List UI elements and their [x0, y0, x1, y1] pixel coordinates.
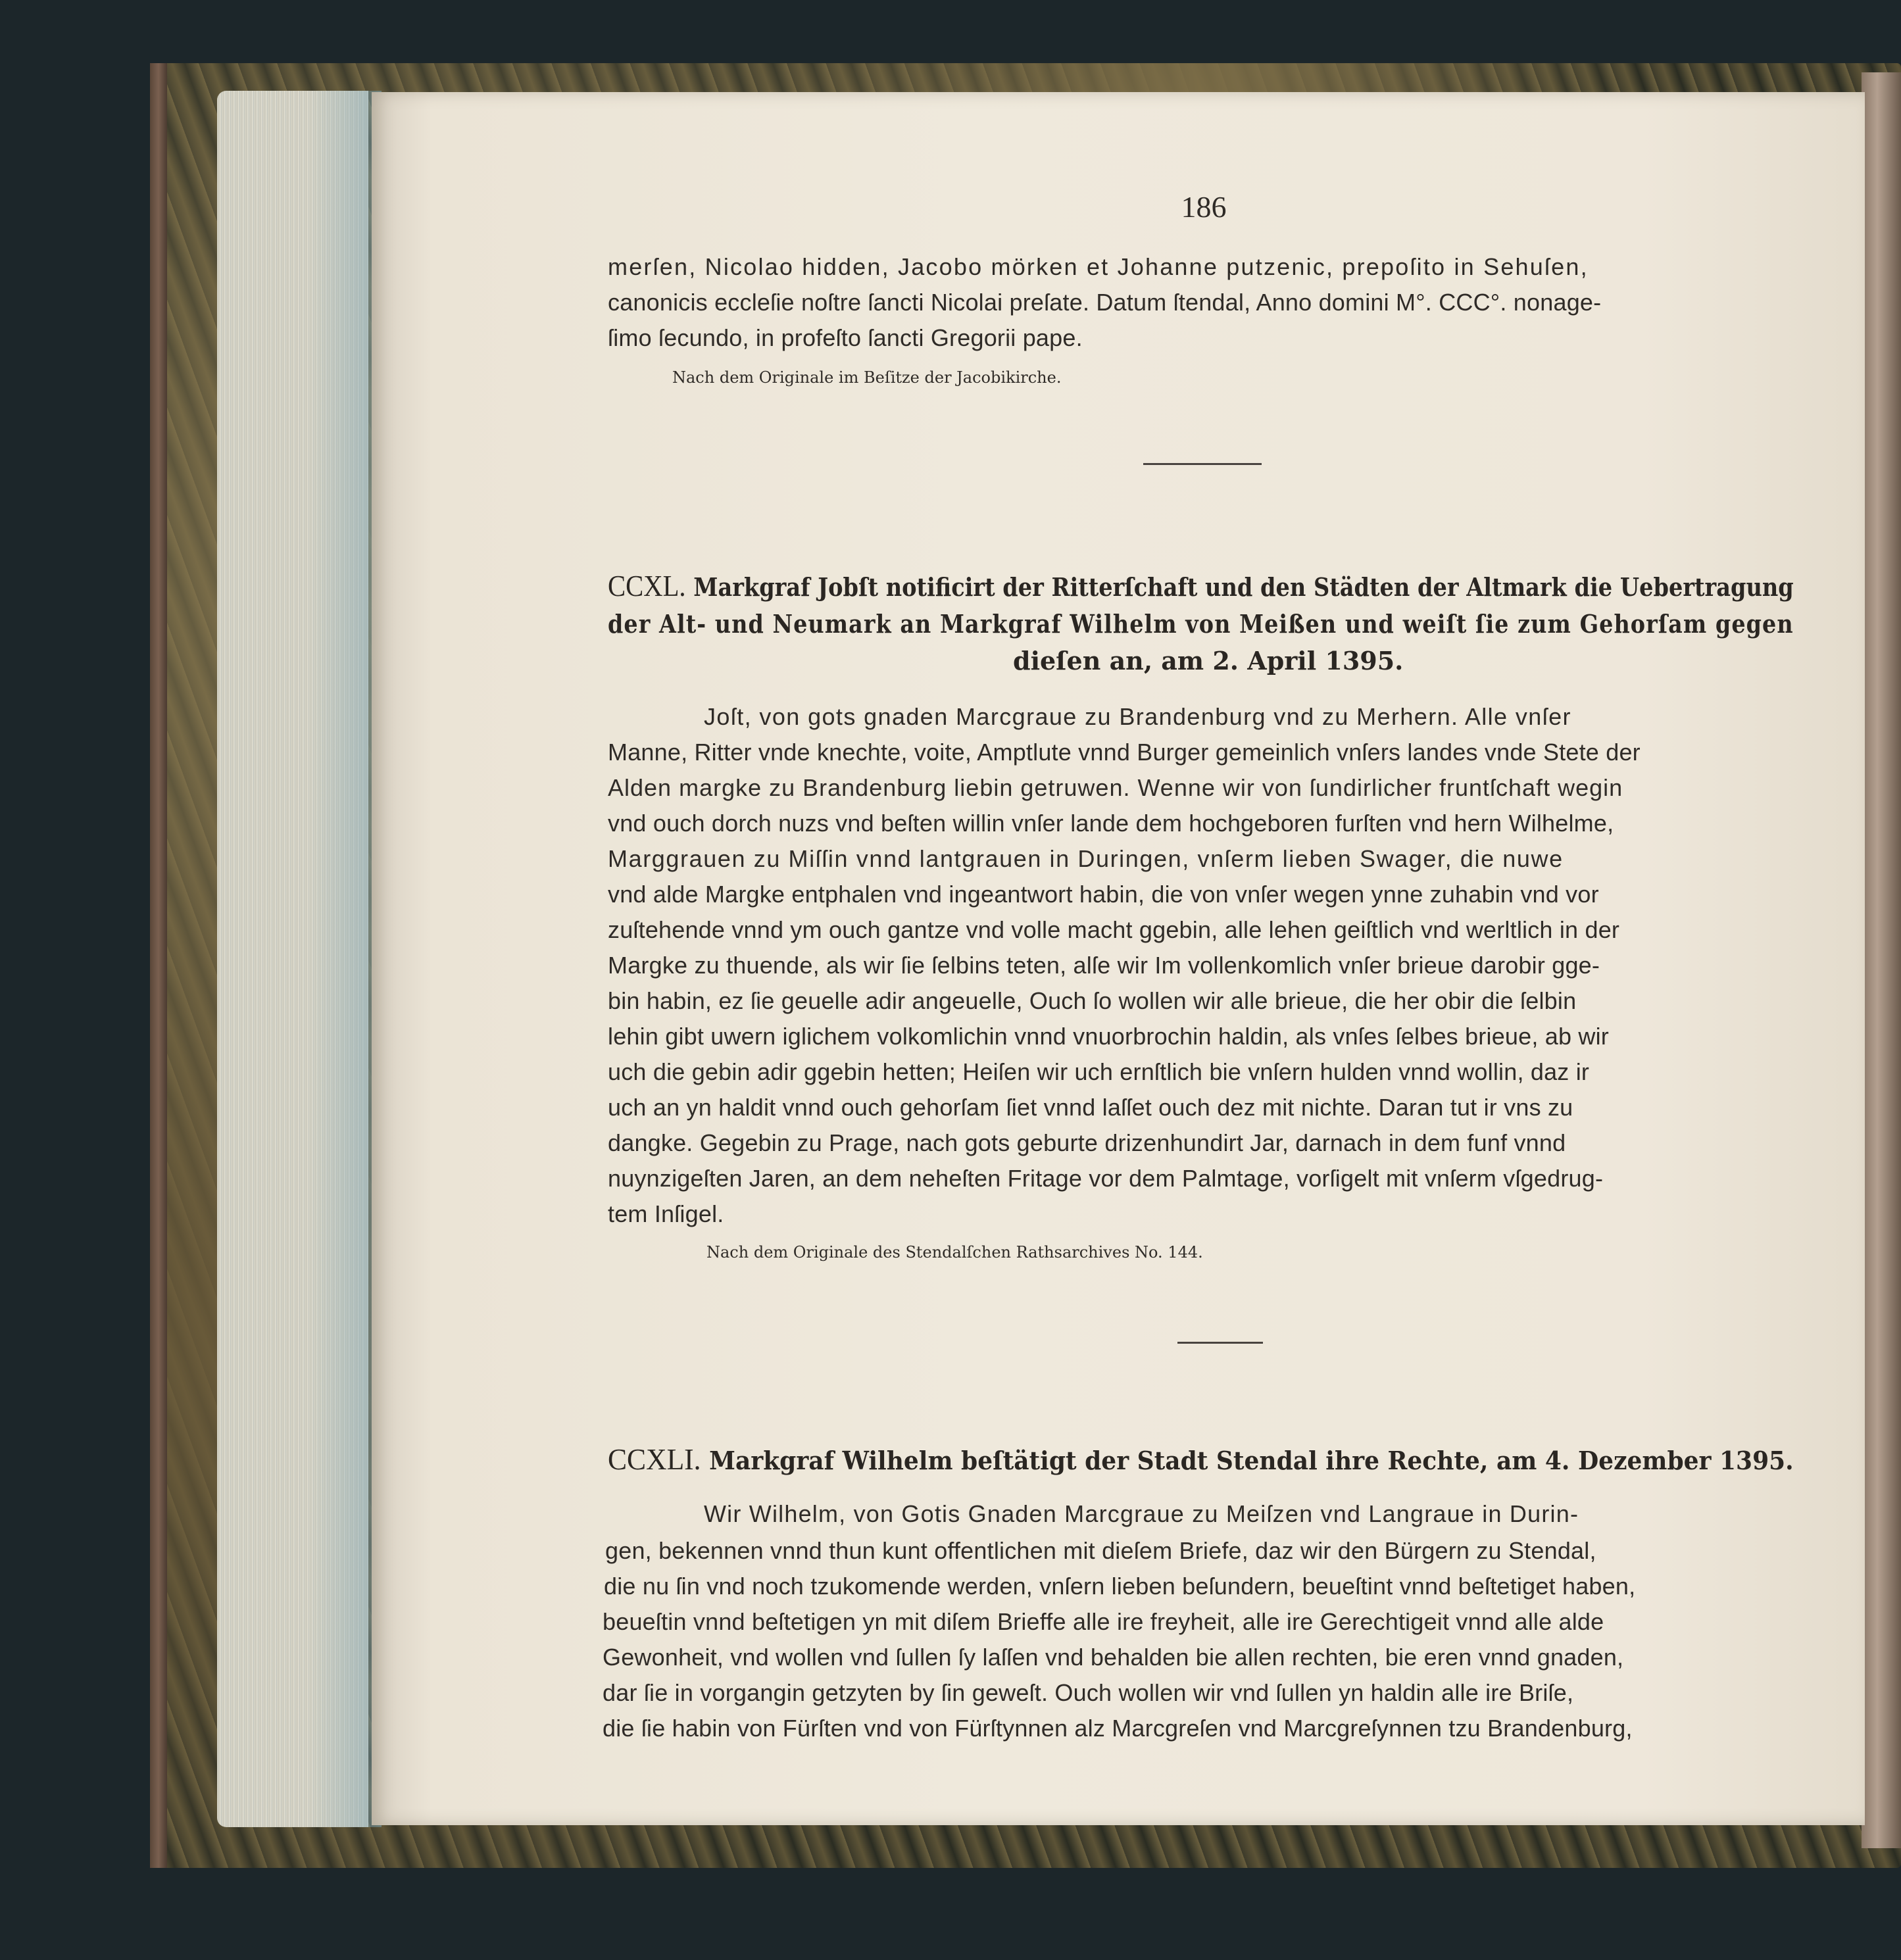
- charter-numeral: CCXL.: [608, 569, 686, 602]
- text-line: Wir Wilhelm, von Gotis Gnaden Marcgraue zu Meiſzen vnd Langraue in Durin-: [704, 1500, 1579, 1527]
- charter-title-line: dieſen an, am 2. April 1395.: [1013, 646, 1404, 675]
- charter-numeral: CCXLI.: [608, 1442, 701, 1476]
- text-line: Marggrauen zu Miſſin vnnd lantgrauen in Duringen, vnſerm lieben Swager, die nuwe: [608, 845, 1564, 872]
- text-line: uch die gebin adir ggebin hetten; Heiſen wir uch ernſtlich bie vnſern hulden vnnd wollin, daz ir: [608, 1058, 1590, 1085]
- text-line: zuſtehende vnnd ym ouch gantze vnd volle macht ggebin, alle lehen geiſtlich vnd werltlich in der: [608, 916, 1620, 943]
- text-line: die ſie habin von Fürſten vnd von Fürſtynnen alz Marcgreſen vnd Marcgreſynnen tzu Brandenburg,: [603, 1715, 1633, 1742]
- text-line: merſen, Nicolao hidden, Jacobo mörken et Johanne putzenic, prepoſito in Sehuſen,: [608, 253, 1589, 280]
- text-line: uch an yn haldit vnnd ouch gehorſam ſiet vnnd laſſet ouch dez mit nichte. Daran tut ir vns zu: [608, 1094, 1573, 1121]
- text-line: ſimo ſecundo, in profeſto ſancti Gregorii pape.: [608, 324, 1083, 351]
- section-divider: [1177, 1342, 1263, 1344]
- charter-heading-line: [608, 1444, 1794, 1475]
- book-spine-edge: [150, 63, 167, 1868]
- charter-title-line: der Alt- und Neumark an Markgraf Wilhelm von Meißen und weiſt ſie zum Gehorſam gegen: [608, 609, 1794, 639]
- text-line: die nu ſin vnd noch tzukomende werden, vnſern lieben beſundern, beueſtint vnnd beſtetiget haben,: [604, 1573, 1636, 1600]
- text-line: nuynzigeſten Jaren, an dem neheſten Fritage vor dem Palmtage, vorſigelt mit vnſerm vſgedrug-: [608, 1165, 1604, 1192]
- page-number: 186: [1181, 190, 1227, 224]
- charter-title-line: Markgraf Jobſt notificirt der Ritterſchaft und den Städten der Altmark die Uebertragung: [693, 572, 1794, 602]
- text-line: Alden margke zu Brandenburg liebin getruwen. Wenne wir von ſundirlicher fruntſchaft wegin: [608, 774, 1623, 801]
- section-divider: [1143, 463, 1262, 465]
- source-note: Nach dem Originale im Beſitze der Jacobikirche.: [672, 368, 1062, 387]
- text-line: Joſt, von gots gnaden Marcgraue zu Brandenburg vnd zu Merhern. Alle vnſer: [704, 703, 1571, 730]
- text-line: Manne, Ritter vnde knechte, voite, Amptlute vnnd Burger gemeinlich vnſers landes vnde Stete der: [608, 739, 1641, 766]
- text-line: vnd ouch dorch nuzs vnd beſten willin vnſer lande dem hochgeboren furſten vnd hern Wilhelme,: [608, 810, 1614, 837]
- text-line: bin habin, ez ſie geuelle adir angeuelle, Ouch ſo wollen wir alle brieue, die her obir die ſelbin: [608, 987, 1577, 1014]
- text-line: dar ſie in vorgangin getzyten by ſin geweſt. Ouch wollen wir vnd ſullen yn haldin alle ire Briſe,: [603, 1679, 1574, 1706]
- text-line: vnd alde Margke entphalen vnd ingeantwort habin, die von vnſer wegen ynne zuhabin vnd vor: [608, 881, 1599, 908]
- text-line: gen, bekennen vnnd thun kunt offentlichen mit dieſem Briefe, daz wir den Bürgern zu Stendal,: [605, 1537, 1596, 1564]
- text-line: canonicis eccleſie noſtre ſancti Nicolai preſate. Datum ſtendal, Anno domini M°. CCC°. nonage-: [608, 289, 1602, 316]
- text-line: dangke. Gegebin zu Prage, nach gots geburte drizenhundirt Jar, darnach in dem funf vnnd: [608, 1129, 1566, 1156]
- source-note: Nach dem Originale des Stendalſchen Rathsarchives No. 144.: [706, 1243, 1203, 1262]
- text-line: Gewonheit, vnd wollen vnd ſullen ſy laſſen vnd behalden bie allen rechten, bie eren vnnd gnaden,: [603, 1644, 1624, 1671]
- charter-title: Markgraf Wilhelm beſtätigt der Stadt Stendal ihre Rechte, am 4. Dezember 1395.: [709, 1446, 1794, 1475]
- book-cover-right-edge: [1862, 72, 1901, 1848]
- page-edges-shadow: [309, 91, 382, 1827]
- text-line: Margke zu thuende, als wir ſie ſelbins teten, alſe wir Im vollenkomlich vnſer brieue darobir gge-: [608, 952, 1600, 979]
- text-line: beueſtin vnnd beſtetigen yn mit diſem Brieffe alle ire freyheit, alle ire Gerechtigeit vnnd alle alde: [603, 1608, 1604, 1635]
- text-line: tem Inſigel.: [608, 1200, 724, 1227]
- charter-heading-line: [608, 571, 1794, 601]
- text-line: lehin gibt uwern iglichem volkomlichin vnnd vnuorbrochin haldin, als vnſes ſelbes brieue, ab wir: [608, 1023, 1609, 1050]
